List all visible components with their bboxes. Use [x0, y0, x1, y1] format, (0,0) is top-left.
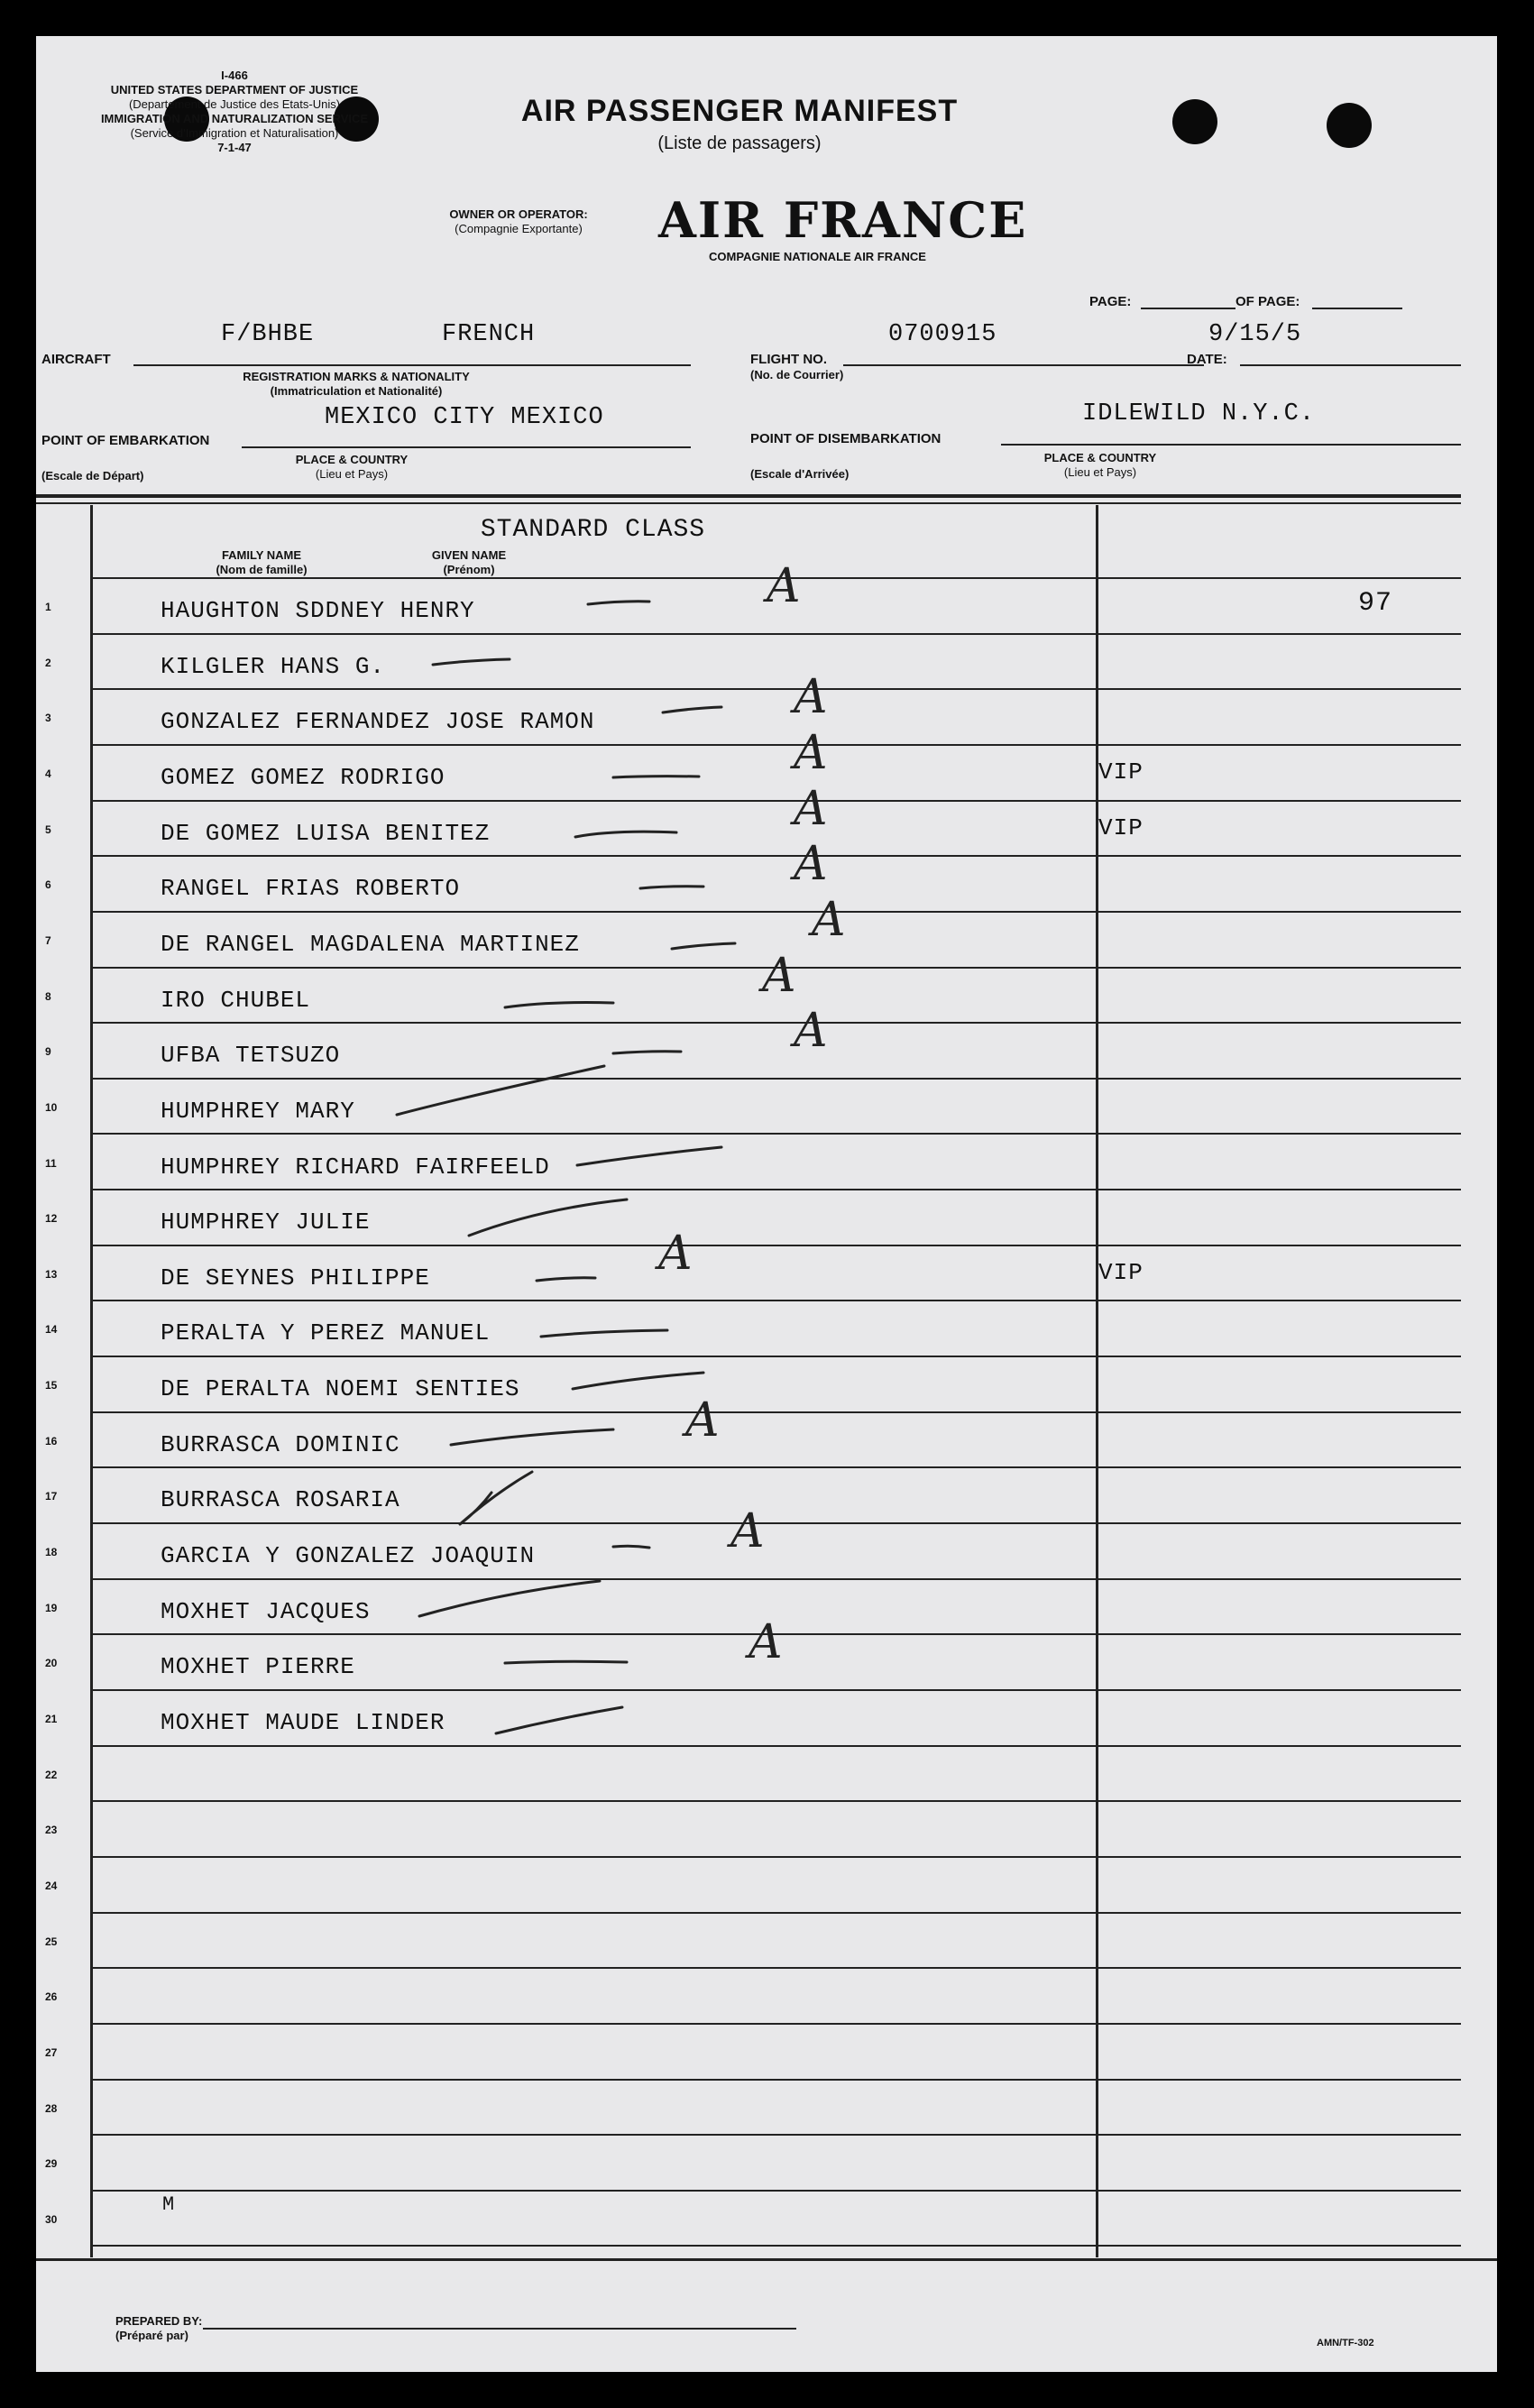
row-number: 15	[45, 1379, 58, 1392]
prepared-by-label: PREPARED BY: (Préparé par)	[115, 2314, 203, 2342]
handwritten-mark: A	[794, 1004, 828, 1059]
aircraft-label: AIRCRAFT	[41, 352, 111, 367]
passenger-name: GONZALEZ FERNANDEZ JOSE RAMON	[161, 708, 595, 736]
row-number: 11	[45, 1156, 57, 1170]
disembarkation-place: IDLEWILD N.Y.C.	[1082, 400, 1316, 427]
handwritten-mark: A	[762, 948, 796, 1003]
row-number: 21	[45, 1713, 58, 1725]
row-number: 23	[45, 1824, 58, 1837]
passenger-remark: VIP	[1098, 758, 1144, 786]
row-number: 3	[45, 712, 51, 725]
handwritten-mark: A	[794, 725, 828, 780]
embarkation-place: MEXICO CITY MEXICO	[325, 404, 604, 431]
passenger-name: DE RANGEL MAGDALENA MARTINEZ	[161, 930, 580, 958]
row-number: 8	[45, 989, 51, 1003]
passenger-name: HUMPHREY RICHARD FAIRFEELD	[161, 1153, 550, 1181]
handwritten-annotations	[36, 36, 1497, 2372]
carrier-subtitle: COMPAGNIE NATIONALE AIR FRANCE	[709, 250, 926, 263]
row-number: 14	[45, 1323, 58, 1337]
class-heading: STANDARD CLASS	[480, 516, 706, 544]
passenger-name: HUMPHREY JULIE	[161, 1209, 371, 1236]
passenger-name: BURRASCA DOMINIC	[161, 1430, 400, 1458]
embarkation-place-label: PLACE & COUNTRY (Lieu et Pays)	[295, 453, 409, 481]
of-page-label: OF PAGE:	[1235, 294, 1300, 309]
disembarkation-place-label: PLACE & COUNTRY (Lieu et Pays)	[1043, 451, 1157, 479]
manifest-page	[36, 36, 1497, 2372]
row-number: 19	[45, 1601, 58, 1614]
passenger-name: IRO CHUBEL	[161, 986, 311, 1014]
passenger-name: DE SEYNES PHILIPPE	[161, 1264, 430, 1291]
row-number: 6	[45, 878, 51, 892]
embarkation-label: POINT OF EMBARKATION	[41, 433, 210, 448]
prepared-by-line	[203, 2328, 796, 2330]
department-line-2: (Departement de Justice des Etats-Unis)	[128, 97, 341, 111]
footer-rule	[36, 2258, 1497, 2261]
handwritten-mark: A	[767, 559, 801, 613]
passenger-name: HUMPHREY MARY	[161, 1097, 355, 1125]
row-number: 12	[45, 1212, 58, 1226]
form-identifier: AMN/TF-302	[1317, 2338, 1374, 2348]
row-number: 28	[45, 2101, 58, 2115]
passenger-name: GOMEZ GOMEZ RODRIGO	[161, 763, 446, 791]
passenger-name: MOXHET PIERRE	[161, 1653, 355, 1681]
aircraft-nationality: FRENCH	[442, 321, 536, 348]
flight-label-french: (No. de Courrier)	[750, 368, 844, 381]
passenger-name: PERALTA Y PEREZ MANUEL	[161, 1319, 491, 1347]
row-number: 27	[45, 2045, 58, 2059]
passenger-name: GARCIA Y GONZALEZ JOAQUIN	[161, 1542, 536, 1570]
row-number: 29	[45, 2157, 58, 2171]
passenger-count: 97	[1357, 588, 1392, 619]
passenger-name: DE GOMEZ LUISA BENITEZ	[161, 819, 491, 847]
embarkation-label-french: (Escale de Départ)	[41, 469, 144, 483]
handwritten-mark: A	[658, 1226, 693, 1281]
owner-label: OWNER OR OPERATOR: (Compagnie Exportante)	[449, 207, 588, 235]
given-name-label: GIVEN NAME (Prénom)	[431, 548, 507, 576]
handwritten-mark: A	[749, 1615, 783, 1670]
handwritten-mark: A	[794, 837, 828, 892]
page-title-french: (Liste de passagers)	[657, 133, 822, 153]
passenger-name: RANGEL FRIAS ROBERTO	[161, 875, 461, 903]
passenger-remark: VIP	[1098, 1258, 1144, 1286]
carrier-name: AIR FRANCE	[658, 191, 1028, 249]
row-number: 9	[45, 1045, 51, 1059]
handwritten-mark: A	[730, 1504, 765, 1559]
date-label: DATE:	[1187, 352, 1227, 367]
row-number: 13	[45, 1267, 58, 1281]
row-number: 7	[45, 933, 51, 947]
row-number: 5	[45, 823, 51, 836]
passenger-remark: VIP	[1098, 813, 1144, 841]
form-code: I-466	[221, 69, 248, 82]
row-number: 20	[45, 1657, 58, 1670]
passenger-name: MOXHET JACQUES	[161, 1597, 371, 1625]
row-number: 30	[45, 2212, 58, 2226]
department-line-1: UNITED STATES DEPARTMENT OF JUSTICE	[110, 83, 359, 97]
row-number: 26	[45, 1990, 58, 2004]
family-name-label: FAMILY NAME (Nom de famille)	[216, 548, 308, 576]
disembarkation-label: POINT OF DISEMBARKATION	[750, 431, 942, 446]
handwritten-mark: A	[794, 670, 828, 725]
disembarkation-label-french: (Escale d'Arrivée)	[750, 467, 850, 481]
footer-initial: M	[162, 2193, 176, 2216]
form-date: 7-1-47	[217, 141, 252, 154]
handwritten-mark: A	[812, 892, 846, 947]
row-number: 4	[45, 767, 51, 780]
passenger-name: DE PERALTA NOEMI SENTIES	[161, 1375, 520, 1403]
flight-label: FLIGHT NO.	[750, 352, 827, 367]
page-title: AIR PASSENGER MANIFEST	[520, 94, 959, 128]
department-line-3: IMMIGRATION AND NATURALIZATION SERVICE	[100, 112, 369, 125]
row-number: 25	[45, 1935, 58, 1948]
registration-label: REGISTRATION MARKS & NATIONALITY (Immatriculation et Nationalité)	[243, 370, 470, 398]
passenger-name: HAUGHTON SDDNEY HENRY	[161, 597, 475, 624]
row-number: 16	[45, 1434, 58, 1448]
row-number: 24	[45, 1879, 58, 1892]
row-number: 17	[45, 1490, 58, 1503]
flight-date: 9/15/5	[1208, 321, 1302, 348]
handwritten-mark: A	[794, 781, 828, 836]
flight-number: 0700915	[888, 321, 997, 348]
row-number: 18	[45, 1546, 58, 1559]
passenger-name: BURRASCA ROSARIA	[161, 1486, 400, 1514]
passenger-name: MOXHET MAUDE LINDER	[161, 1709, 446, 1736]
row-number: 22	[45, 1768, 58, 1781]
row-number: 10	[45, 1100, 58, 1114]
row-number: 2	[45, 656, 51, 669]
department-line-4: (Service d'Immigration et Naturalisation)	[130, 126, 339, 140]
aircraft-registration: F/BHBE	[221, 321, 315, 348]
passenger-name: KILGLER HANS G.	[161, 652, 386, 680]
row-number: 1	[45, 601, 51, 613]
page-label: PAGE:	[1089, 294, 1132, 309]
handwritten-mark: A	[685, 1392, 720, 1448]
passenger-name: UFBA TETSUZO	[161, 1042, 341, 1070]
